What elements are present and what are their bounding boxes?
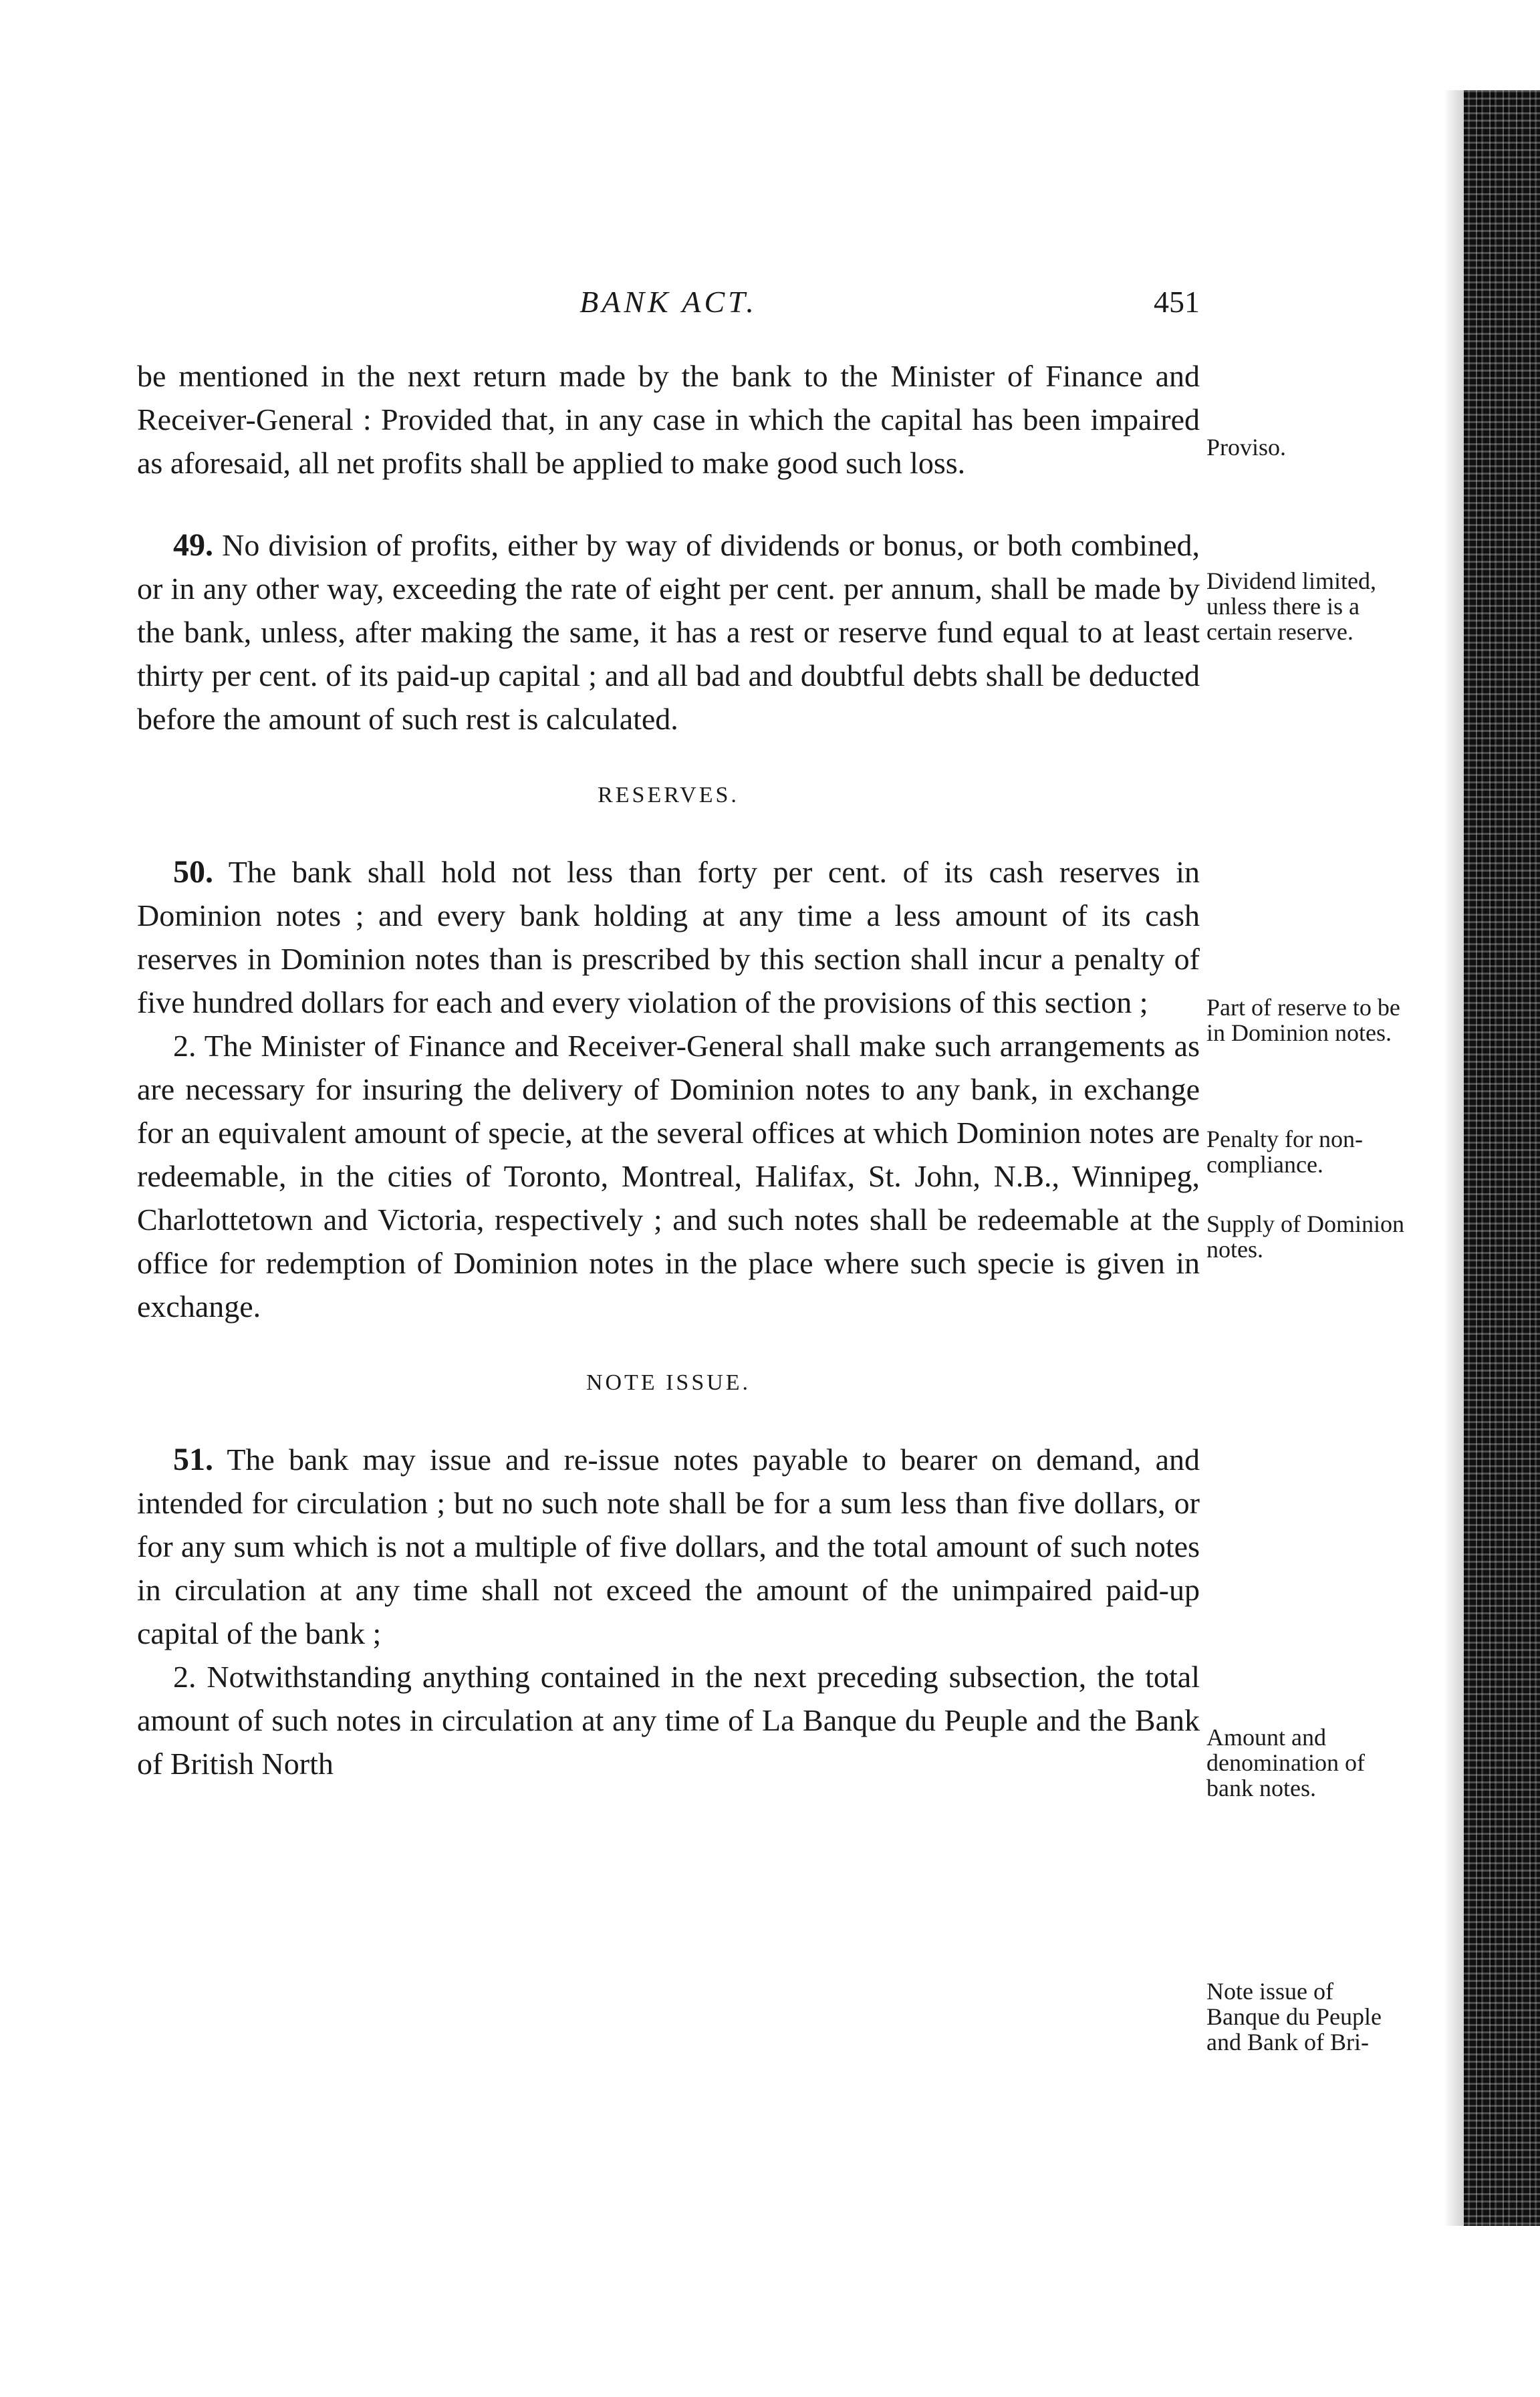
running-title: BANK ACT. [580,285,757,319]
section-51-subsection-2: 2. Notwithstanding anything contained in the next preceding subsection, the total amount of such notes in circulation at any time of La Banque du Peuple and the Bank of British North [137,1660,1200,1781]
text-column [137,354,1200,1785]
book-gutter-shadow [1444,90,1464,2226]
section-49-text: No division of profits, either by way of dividends or bonus, or both combined, or in any other way, exceeding the rate of eight per cent. per annum, shall be made by the bank, unless, after making the same, it has a rest or reserve fund equal to at least thirty per cent. of its paid-up capital ; and all bad and doubtful debts shall be deducted before the amount of such rest is calculated. [137,528,1200,736]
margin-note-penalty: Penalty for non-compliance. [1206,1126,1363,1178]
margin-note-proviso: Proviso. [1206,434,1287,461]
section-49 [137,523,1200,741]
section-50-subsection-2: 2. The Minister of Finance and Receiver-General shall make such arrangements as are necessary for insuring the delivery of Dominion notes to any bank, in exchange for an equivalent amount of specie, at the several offices at which Dominion notes are redeemable, in the cities of Toronto, Montreal, Halifax, St. John, N.B., Winnipeg, Charlottetown and Victoria, respectively ; and such notes shall be redeemable at the office for redemption of Dominion notes in the place where such specie is given in exchange. [137,1029,1200,1323]
page-number: 451 [1154,285,1200,319]
heading-note-issue: NOTE ISSUE. [586,1370,751,1395]
paragraph-gap [137,485,1200,523]
running-header [137,284,1200,331]
margin-note-part-reserve: Part of reserve to be in Dominion notes. [1206,994,1400,1046]
section-51 [137,1438,1200,1655]
book-edge [1464,90,1540,2226]
margin-note-amount: Amount and denomination of bank notes. [1206,1724,1365,1801]
continuation-paragraph: be mentioned in the next return made by the bank to the Minister of Finance and Receiver-General : Provided that, in any case in which the capital has been impaired as aforesaid, all net profits shall be applied to make good such loss. [137,359,1200,480]
margin-note-dividend: Dividend limited, unless there is a certain reserve. [1206,567,1376,645]
section-50 [137,850,1200,1024]
margin-note-note-issue: Note issue of Banque du Peuple and Bank of Bri- [1206,1978,1382,2055]
section-51-text: The bank may issue and re-issue notes payable to bearer on demand, and intended for circulation ; but no such note shall be for a sum less than five dollars, or for any sum which is not a multiple of five dollars, and the total amount of such notes in circulation at any time shall not exceed the amount of the unimpaired paid-up capital of the bank ; [137,1442,1200,1650]
margin-note-supply: Supply of Dominion notes. [1206,1211,1405,1263]
section-51-number: 51. [173,1442,213,1477]
heading-reserves: RESERVES. [598,783,739,807]
section-49-number: 49. [173,527,213,563]
section-50-text: The bank shall hold not less than forty per cent. of its cash reserves in Dominion notes ; and every bank holding at any time a less amount of its cash reserves in Dominion notes than is prescribed by this section shall incur a penalty of five hundred dollars for each and every violation of the provisions of this section ; [137,855,1200,1019]
section-50-number: 50. [173,854,213,890]
